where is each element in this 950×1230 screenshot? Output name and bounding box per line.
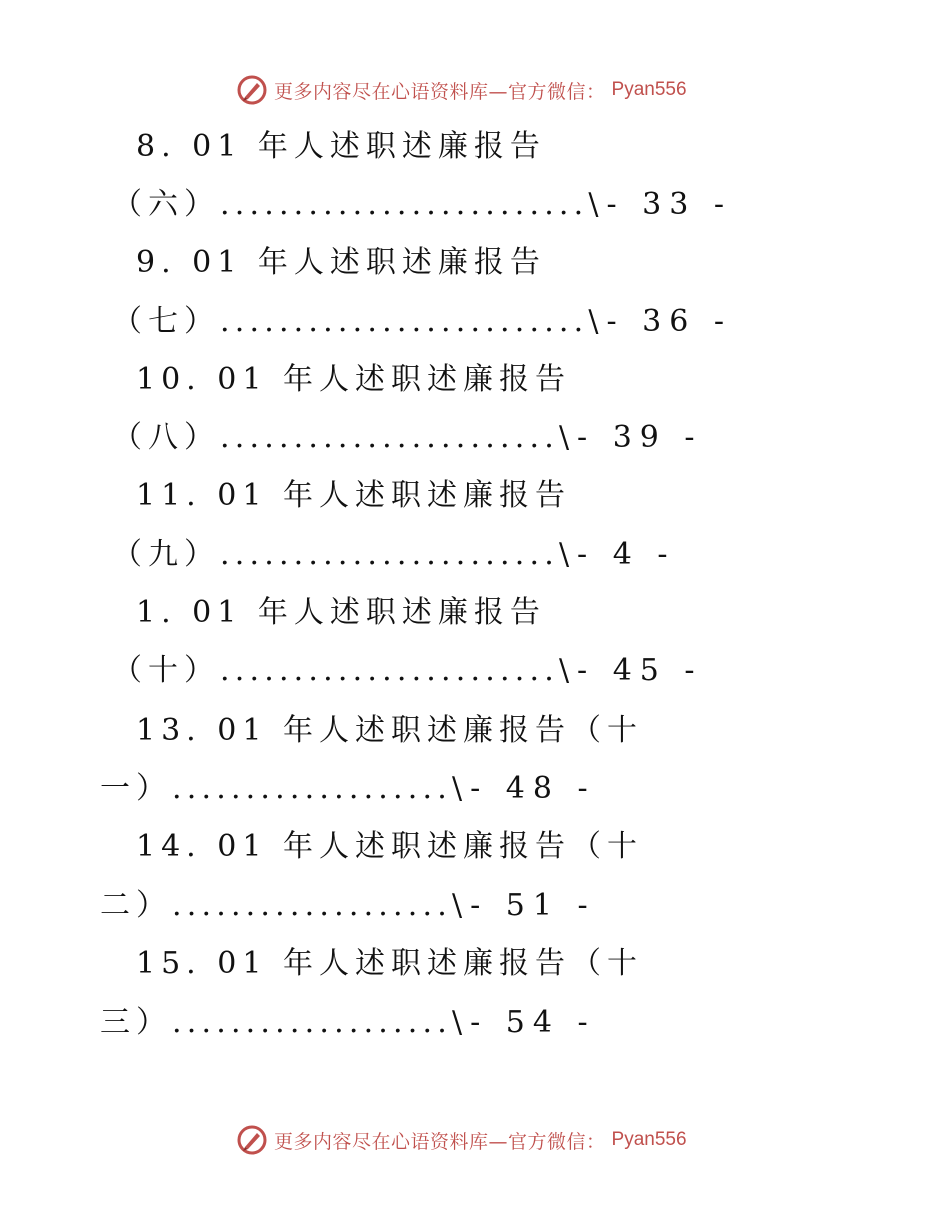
toc-entry-leader[interactable] [100, 1003, 596, 1043]
toc-entry-title[interactable]: 15. 01 年人述职述廉报告（十 [136, 946, 643, 981]
toc-dot-leader: ................... [172, 771, 452, 806]
toc-entry-suffix: （九） [112, 537, 220, 572]
toc-entry-title[interactable]: 9. 01 年人述职述廉报告 [136, 245, 546, 280]
toc-entry-suffix: 三） [100, 1005, 172, 1040]
toc-entry-leader[interactable] [112, 302, 732, 342]
toc-entry-title[interactable]: 14. 01 年人述职述廉报告（十 [136, 829, 643, 864]
toc-entry-suffix: 一） [100, 771, 172, 806]
toc-page-number: \- 51 - [452, 888, 596, 923]
toc-entry-suffix: （六） [112, 187, 220, 222]
toc-page-number: \- 4 - [558, 537, 676, 572]
toc-entry-title[interactable]: 8. 01 年人述职述廉报告 [136, 129, 546, 164]
toc-page-number: \- 48 - [452, 771, 596, 806]
toc-entry-leader[interactable] [112, 418, 703, 458]
watermark-text: 更多内容尽在心语资料库—官方微信： [274, 80, 606, 103]
toc-dot-leader: ................... [172, 888, 452, 923]
toc-entry-suffix: （七） [112, 304, 220, 339]
toc-entry-suffix: （八） [112, 420, 220, 455]
toc-page-number: \- 36 - [588, 304, 733, 339]
watermark-id: Pyan556 [611, 1129, 687, 1150]
toc-entry-suffix: 二） [100, 888, 172, 923]
toc-entry-title[interactable]: 13. 01 年人述职述廉报告（十 [136, 713, 643, 748]
toc-entry-leader[interactable] [100, 886, 596, 926]
toc-entry-leader[interactable] [100, 769, 596, 809]
toc-page-number: \- 39 - [558, 420, 703, 455]
toc-page-number: \- 54 - [452, 1005, 596, 1040]
toc-dot-leader: ......................... [220, 187, 589, 222]
toc-dot-leader: ....................... [220, 420, 559, 455]
toc-entry-leader[interactable] [112, 185, 732, 225]
toc-entry-title[interactable]: 11. 01 年人述职述廉报告 [136, 478, 571, 513]
watermark-id: Pyan556 [611, 79, 687, 100]
toc-page-number: \- 45 - [558, 653, 703, 688]
toc-entry-title[interactable]: 1. 01 年人述职述廉报告 [136, 595, 546, 630]
toc-dot-leader: ....................... [220, 653, 559, 688]
toc-entry-title[interactable]: 10. 01 年人述职述廉报告 [136, 362, 571, 397]
toc-page-number: \- 33 - [588, 187, 733, 222]
footer-watermark [236, 1123, 687, 1157]
toc-dot-leader: ....................... [220, 537, 559, 572]
toc-entry-leader[interactable] [112, 535, 675, 575]
toc-dot-leader: ......................... [220, 304, 589, 339]
toc-entry-suffix: （十） [112, 653, 220, 688]
toc-dot-leader: ................... [172, 1005, 452, 1040]
toc-entry-leader[interactable] [112, 651, 703, 691]
pen-circle-logo-icon [236, 1124, 268, 1156]
watermark-text: 更多内容尽在心语资料库—官方微信： [274, 1130, 606, 1153]
